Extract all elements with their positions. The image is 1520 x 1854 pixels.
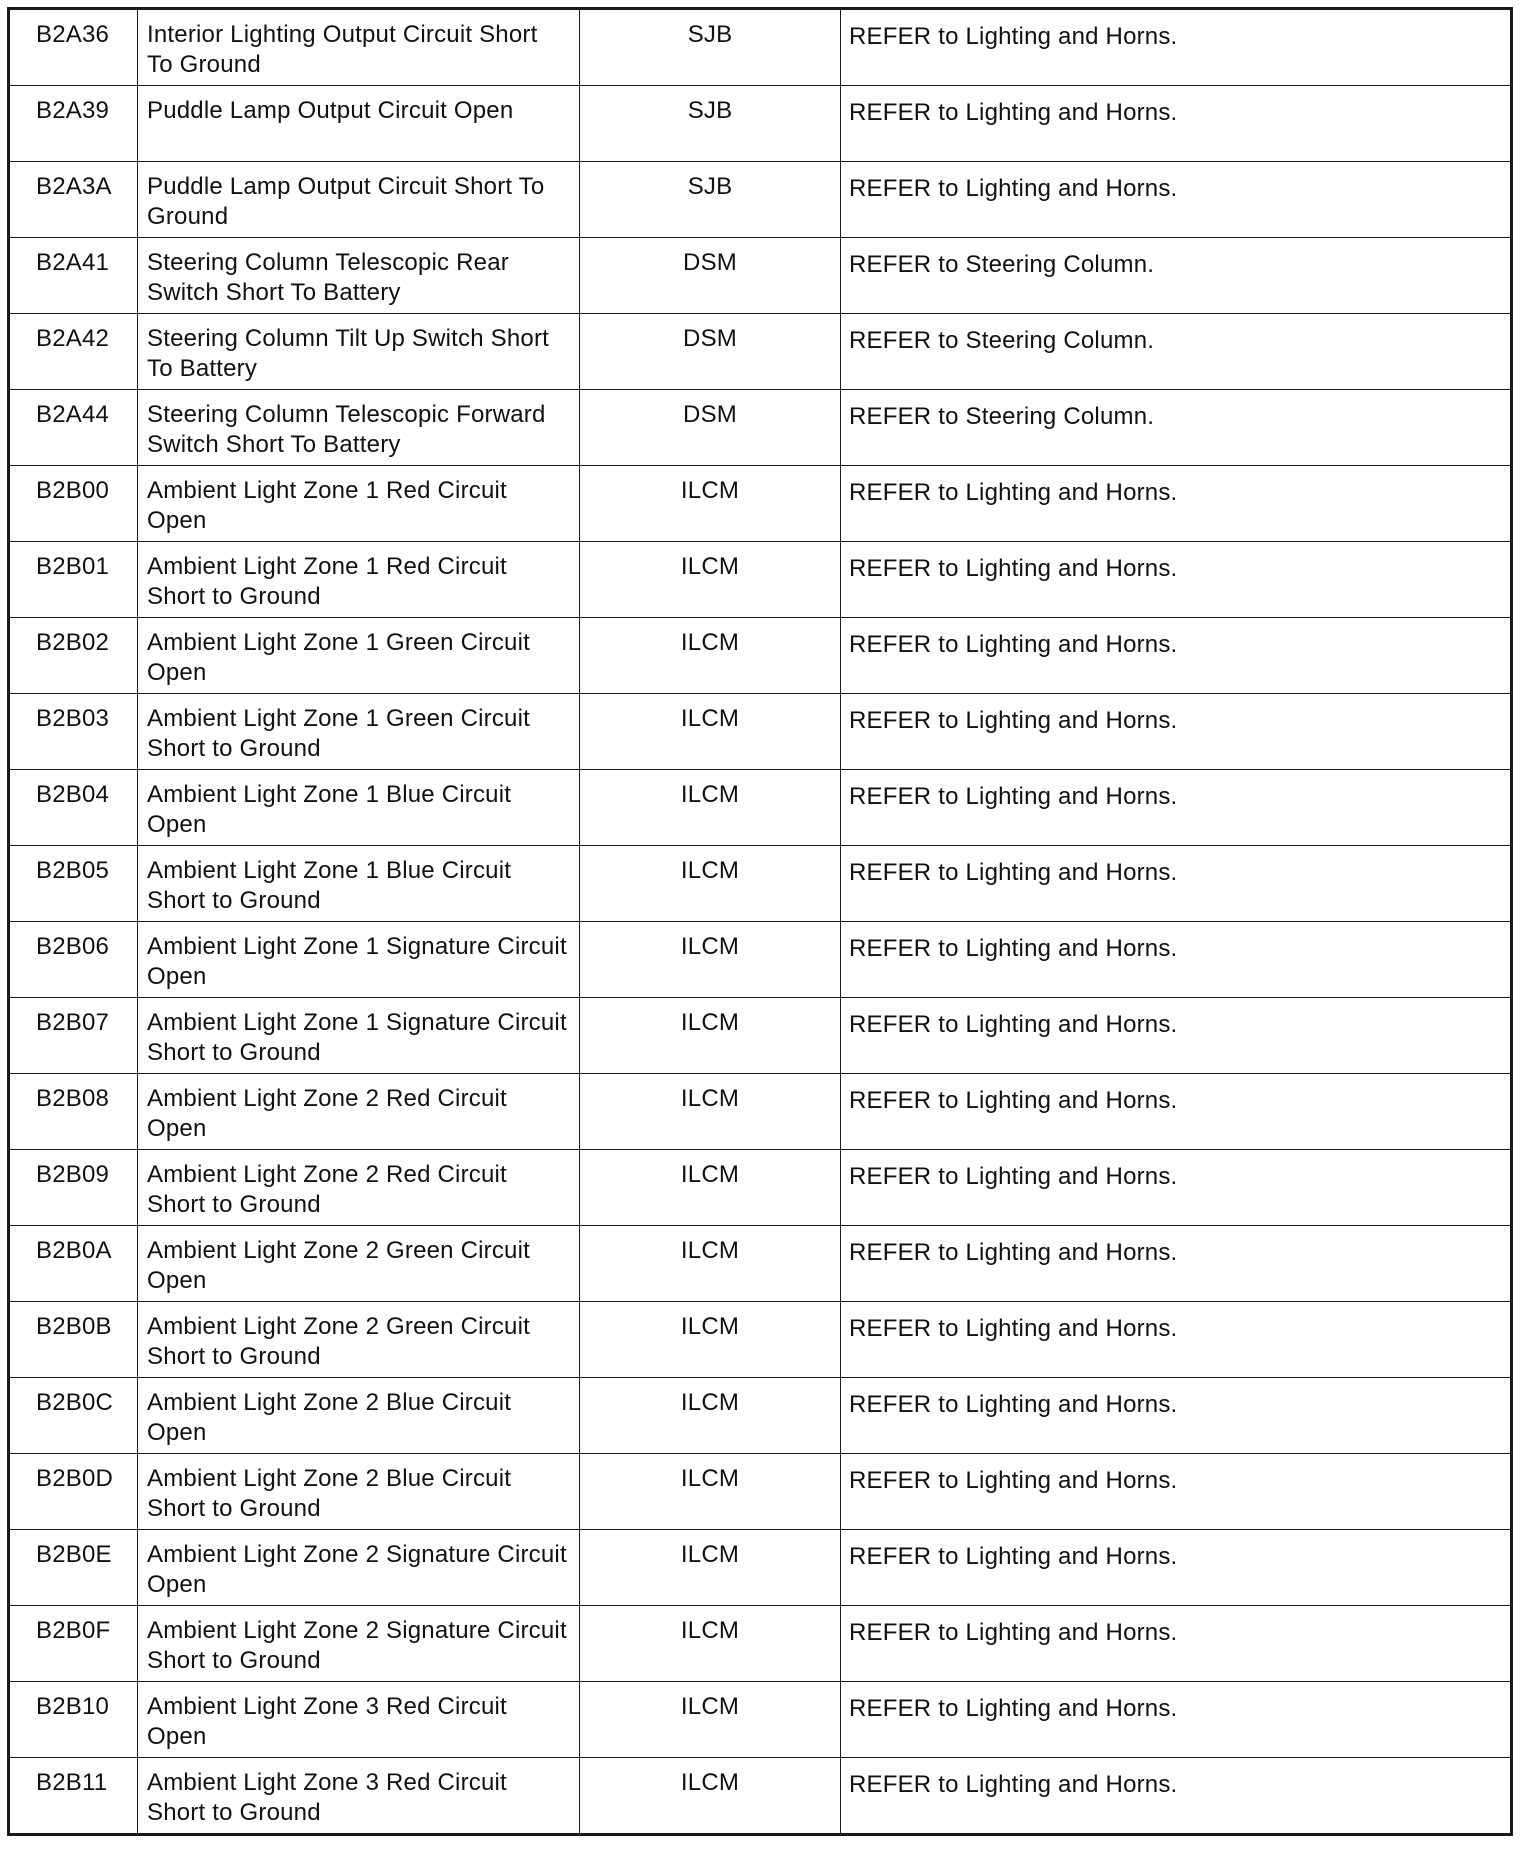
dtc-action-text: REFER to Lighting and Horns. [849, 175, 1178, 202]
table-row [9, 1606, 1512, 1682]
dtc-module-text: ILCM [680, 933, 740, 960]
dtc-description-text: Ambient Light Zone 1 Signature Circuit Short to Ground [147, 1009, 567, 1066]
dtc-code-text: B2B10 [36, 1693, 110, 1720]
dtc-module-cell [580, 1530, 841, 1606]
table-row [9, 922, 1512, 998]
dtc-module-text: ILCM [680, 1237, 740, 1264]
dtc-description-cell [138, 998, 580, 1074]
dtc-action-cell [841, 1074, 1512, 1150]
table-row [9, 390, 1512, 466]
dtc-module-text: ILCM [680, 477, 740, 504]
dtc-description-cell [138, 1530, 580, 1606]
dtc-action-cell [841, 1530, 1512, 1606]
dtc-description-cell [138, 1074, 580, 1150]
dtc-action-cell [841, 1606, 1512, 1682]
dtc-description-text: Steering Column Telescopic Forward Switch Short To Battery [147, 401, 546, 458]
table-row [9, 1378, 1512, 1454]
dtc-action-cell [841, 86, 1512, 162]
dtc-description-cell [138, 1606, 580, 1682]
table-row [9, 1074, 1512, 1150]
table-row [9, 770, 1512, 846]
dtc-code-text: B2A44 [36, 401, 110, 428]
dtc-action-cell [841, 1150, 1512, 1226]
dtc-module-text: DSM [683, 249, 737, 276]
dtc-description-text: Puddle Lamp Output Circuit Open [147, 97, 514, 124]
dtc-description-cell [138, 1150, 580, 1226]
dtc-code-cell [9, 86, 138, 162]
dtc-description-text: Ambient Light Zone 2 Blue Circuit Short to Ground [147, 1465, 512, 1522]
dtc-description-cell [138, 390, 580, 466]
dtc-code-text: B2B08 [36, 1085, 110, 1112]
dtc-action-cell [841, 238, 1512, 314]
dtc-action-text: REFER to Lighting and Horns. [849, 631, 1178, 658]
dtc-module-cell [580, 998, 841, 1074]
dtc-code-text: B2B0C [36, 1389, 114, 1416]
dtc-module-text: ILCM [680, 1389, 740, 1416]
dtc-module-cell [580, 618, 841, 694]
dtc-code-text: B2B00 [36, 477, 110, 504]
dtc-action-text: REFER to Lighting and Horns. [849, 783, 1178, 810]
dtc-code-text: B2B0E [36, 1541, 112, 1568]
table-row [9, 1150, 1512, 1226]
dtc-action-cell [841, 390, 1512, 466]
dtc-action-text: REFER to Lighting and Horns. [849, 859, 1178, 886]
dtc-description-text: Ambient Light Zone 1 Green Circuit Open [147, 629, 530, 686]
dtc-code-text: B2A39 [36, 97, 110, 124]
dtc-code-cell [9, 1150, 138, 1226]
dtc-code-cell [9, 1758, 138, 1835]
dtc-action-cell [841, 1758, 1512, 1835]
dtc-description-cell [138, 238, 580, 314]
dtc-description-text: Steering Column Tilt Up Switch Short To Battery [147, 325, 550, 382]
dtc-module-cell [580, 314, 841, 390]
table-row [9, 1226, 1512, 1302]
table-row [9, 542, 1512, 618]
table-row [9, 1682, 1512, 1758]
dtc-description-text: Ambient Light Zone 2 Signature Circuit Short to Ground [147, 1617, 567, 1674]
dtc-action-text: REFER to Steering Column. [849, 403, 1155, 430]
dtc-description-text: Steering Column Telescopic Rear Switch Short To Battery [147, 249, 509, 306]
dtc-description-cell [138, 1378, 580, 1454]
dtc-action-cell [841, 694, 1512, 770]
dtc-module-cell [580, 1682, 841, 1758]
dtc-code-cell [9, 770, 138, 846]
dtc-action-text: REFER to Lighting and Horns. [849, 1011, 1178, 1038]
dtc-description-text: Ambient Light Zone 2 Green Circuit Short to Ground [147, 1313, 530, 1370]
dtc-module-text: ILCM [680, 1465, 740, 1492]
dtc-code-cell [9, 1378, 138, 1454]
dtc-action-cell [841, 542, 1512, 618]
dtc-action-text: REFER to Lighting and Horns. [849, 707, 1178, 734]
dtc-code-cell [9, 694, 138, 770]
dtc-description-cell [138, 1226, 580, 1302]
dtc-action-text: REFER to Lighting and Horns. [849, 1239, 1178, 1266]
dtc-code-cell [9, 238, 138, 314]
dtc-description-cell [138, 466, 580, 542]
dtc-description-text: Ambient Light Zone 1 Green Circuit Short to Ground [147, 705, 530, 762]
dtc-code-text: B2B11 [36, 1769, 108, 1796]
dtc-code-cell [9, 1226, 138, 1302]
dtc-module-text: ILCM [680, 1009, 740, 1036]
dtc-code-text: B2A36 [36, 21, 110, 48]
dtc-module-text: ILCM [680, 705, 740, 732]
dtc-module-cell [580, 542, 841, 618]
table-row [9, 162, 1512, 238]
dtc-module-cell [580, 390, 841, 466]
dtc-code-cell [9, 1454, 138, 1530]
dtc-code-cell [9, 162, 138, 238]
dtc-code-cell [9, 618, 138, 694]
dtc-code-text: B2B0B [36, 1313, 112, 1340]
dtc-code-text: B2B05 [36, 857, 110, 884]
dtc-code-cell [9, 314, 138, 390]
dtc-module-cell [580, 694, 841, 770]
dtc-module-cell [580, 9, 841, 86]
dtc-code-cell [9, 922, 138, 998]
dtc-module-cell [580, 1074, 841, 1150]
dtc-description-cell [138, 86, 580, 162]
dtc-module-cell [580, 1150, 841, 1226]
dtc-module-cell [580, 1226, 841, 1302]
dtc-module-cell [580, 1606, 841, 1682]
dtc-module-text: ILCM [680, 553, 740, 580]
dtc-code-text: B2A3A [36, 173, 112, 200]
dtc-code-cell [9, 998, 138, 1074]
dtc-module-cell [580, 86, 841, 162]
dtc-action-text: REFER to Lighting and Horns. [849, 479, 1178, 506]
dtc-module-cell [580, 162, 841, 238]
dtc-code-text: B2B02 [36, 629, 110, 656]
dtc-action-cell [841, 9, 1512, 86]
dtc-code-cell [9, 9, 138, 86]
dtc-action-text: REFER to Lighting and Horns. [849, 1087, 1178, 1114]
table-row [9, 86, 1512, 162]
dtc-action-text: REFER to Lighting and Horns. [849, 1315, 1178, 1342]
dtc-action-cell [841, 466, 1512, 542]
dtc-description-cell [138, 694, 580, 770]
dtc-module-cell [580, 1454, 841, 1530]
dtc-module-text: ILCM [680, 857, 740, 884]
dtc-action-cell [841, 1378, 1512, 1454]
dtc-code-cell [9, 1606, 138, 1682]
dtc-description-cell [138, 846, 580, 922]
dtc-description-text: Ambient Light Zone 2 Red Circuit Open [147, 1085, 507, 1142]
dtc-description-cell [138, 770, 580, 846]
dtc-action-cell [841, 922, 1512, 998]
dtc-module-text: ILCM [680, 1313, 740, 1340]
dtc-description-text: Ambient Light Zone 1 Red Circuit Open [147, 477, 507, 534]
table-row [9, 1758, 1512, 1835]
dtc-code-cell [9, 1302, 138, 1378]
dtc-code-text: B2B07 [36, 1009, 110, 1036]
dtc-description-text: Ambient Light Zone 1 Blue Circuit Short to Ground [147, 857, 512, 914]
dtc-description-cell [138, 9, 580, 86]
dtc-code-cell [9, 466, 138, 542]
dtc-module-text: SJB [687, 21, 733, 48]
dtc-action-text: REFER to Steering Column. [849, 327, 1155, 354]
dtc-module-cell [580, 466, 841, 542]
dtc-code-text: B2B09 [36, 1161, 110, 1188]
dtc-module-text: ILCM [680, 1769, 740, 1796]
dtc-module-cell [580, 1302, 841, 1378]
dtc-action-text: REFER to Lighting and Horns. [849, 1391, 1178, 1418]
dtc-action-text: REFER to Lighting and Horns. [849, 935, 1178, 962]
dtc-description-text: Ambient Light Zone 3 Red Circuit Short to Ground [147, 1769, 507, 1826]
dtc-action-cell [841, 162, 1512, 238]
table-row [9, 694, 1512, 770]
dtc-module-text: ILCM [680, 1693, 740, 1720]
dtc-description-cell [138, 1454, 580, 1530]
dtc-action-text: REFER to Lighting and Horns. [849, 555, 1178, 582]
dtc-code-text: B2B0D [36, 1465, 114, 1492]
dtc-description-cell [138, 1682, 580, 1758]
dtc-code-cell [9, 1074, 138, 1150]
dtc-action-text: REFER to Lighting and Horns. [849, 1163, 1178, 1190]
dtc-action-text: REFER to Steering Column. [849, 251, 1155, 278]
table-row [9, 618, 1512, 694]
dtc-code-cell [9, 846, 138, 922]
dtc-module-cell [580, 1378, 841, 1454]
table-row [9, 1454, 1512, 1530]
dtc-action-cell [841, 618, 1512, 694]
table-row [9, 1530, 1512, 1606]
dtc-action-cell [841, 846, 1512, 922]
table-row [9, 314, 1512, 390]
dtc-description-text: Ambient Light Zone 1 Signature Circuit Open [147, 933, 567, 990]
dtc-description-text: Ambient Light Zone 1 Blue Circuit Open [147, 781, 512, 838]
dtc-action-cell [841, 1302, 1512, 1378]
table-row [9, 9, 1512, 86]
dtc-action-text: REFER to Lighting and Horns. [849, 1467, 1178, 1494]
dtc-action-cell [841, 998, 1512, 1074]
dtc-action-text: REFER to Lighting and Horns. [849, 99, 1178, 126]
dtc-code-text: B2B04 [36, 781, 110, 808]
dtc-module-text: SJB [687, 173, 733, 200]
dtc-module-cell [580, 1758, 841, 1835]
dtc-module-text: SJB [687, 97, 733, 124]
dtc-code-cell [9, 542, 138, 618]
dtc-description-text: Interior Lighting Output Circuit Short To Ground [147, 21, 538, 78]
table-row [9, 466, 1512, 542]
table-row [9, 998, 1512, 1074]
dtc-description-cell [138, 162, 580, 238]
dtc-module-cell [580, 846, 841, 922]
dtc-module-text: ILCM [680, 1085, 740, 1112]
dtc-action-cell [841, 314, 1512, 390]
dtc-module-text: ILCM [680, 1541, 740, 1568]
dtc-description-cell [138, 314, 580, 390]
dtc-code-cell [9, 1530, 138, 1606]
dtc-action-text: REFER to Lighting and Horns. [849, 23, 1178, 50]
dtc-code-text: B2A42 [36, 325, 110, 352]
table-row [9, 846, 1512, 922]
dtc-code-text: B2B0F [36, 1617, 111, 1644]
dtc-description-cell [138, 618, 580, 694]
dtc-table [7, 7, 1513, 1836]
dtc-description-text: Ambient Light Zone 2 Green Circuit Open [147, 1237, 530, 1294]
dtc-module-cell [580, 770, 841, 846]
dtc-code-cell [9, 390, 138, 466]
dtc-action-text: REFER to Lighting and Horns. [849, 1695, 1178, 1722]
dtc-description-cell [138, 1302, 580, 1378]
dtc-module-cell [580, 238, 841, 314]
dtc-description-text: Ambient Light Zone 1 Red Circuit Short to Ground [147, 553, 507, 610]
dtc-code-text: B2B03 [36, 705, 110, 732]
dtc-description-text: Ambient Light Zone 2 Red Circuit Short to Ground [147, 1161, 507, 1218]
dtc-code-text: B2B01 [36, 553, 110, 580]
dtc-module-cell [580, 922, 841, 998]
dtc-description-text: Ambient Light Zone 2 Signature Circuit Open [147, 1541, 567, 1598]
dtc-code-text: B2B06 [36, 933, 110, 960]
dtc-module-text: ILCM [680, 1161, 740, 1188]
dtc-module-text: ILCM [680, 629, 740, 656]
dtc-code-text: B2A41 [36, 249, 110, 276]
dtc-code-text: B2B0A [36, 1237, 112, 1264]
dtc-action-cell [841, 1454, 1512, 1530]
table-row [9, 1302, 1512, 1378]
dtc-module-text: ILCM [680, 781, 740, 808]
table-row [9, 238, 1512, 314]
dtc-description-text: Puddle Lamp Output Circuit Short To Ground [147, 173, 545, 230]
dtc-module-text: DSM [683, 325, 737, 352]
dtc-action-text: REFER to Lighting and Horns. [849, 1771, 1178, 1798]
dtc-action-cell [841, 1226, 1512, 1302]
dtc-module-text: ILCM [680, 1617, 740, 1644]
dtc-description-cell [138, 922, 580, 998]
dtc-table-body [9, 9, 1512, 1835]
dtc-description-cell [138, 542, 580, 618]
dtc-description-text: Ambient Light Zone 3 Red Circuit Open [147, 1693, 507, 1750]
dtc-code-cell [9, 1682, 138, 1758]
dtc-action-text: REFER to Lighting and Horns. [849, 1619, 1178, 1646]
dtc-action-cell [841, 770, 1512, 846]
dtc-description-cell [138, 1758, 580, 1835]
dtc-action-text: REFER to Lighting and Horns. [849, 1543, 1178, 1570]
dtc-module-text: DSM [683, 401, 737, 428]
dtc-description-text: Ambient Light Zone 2 Blue Circuit Open [147, 1389, 512, 1446]
dtc-action-cell [841, 1682, 1512, 1758]
